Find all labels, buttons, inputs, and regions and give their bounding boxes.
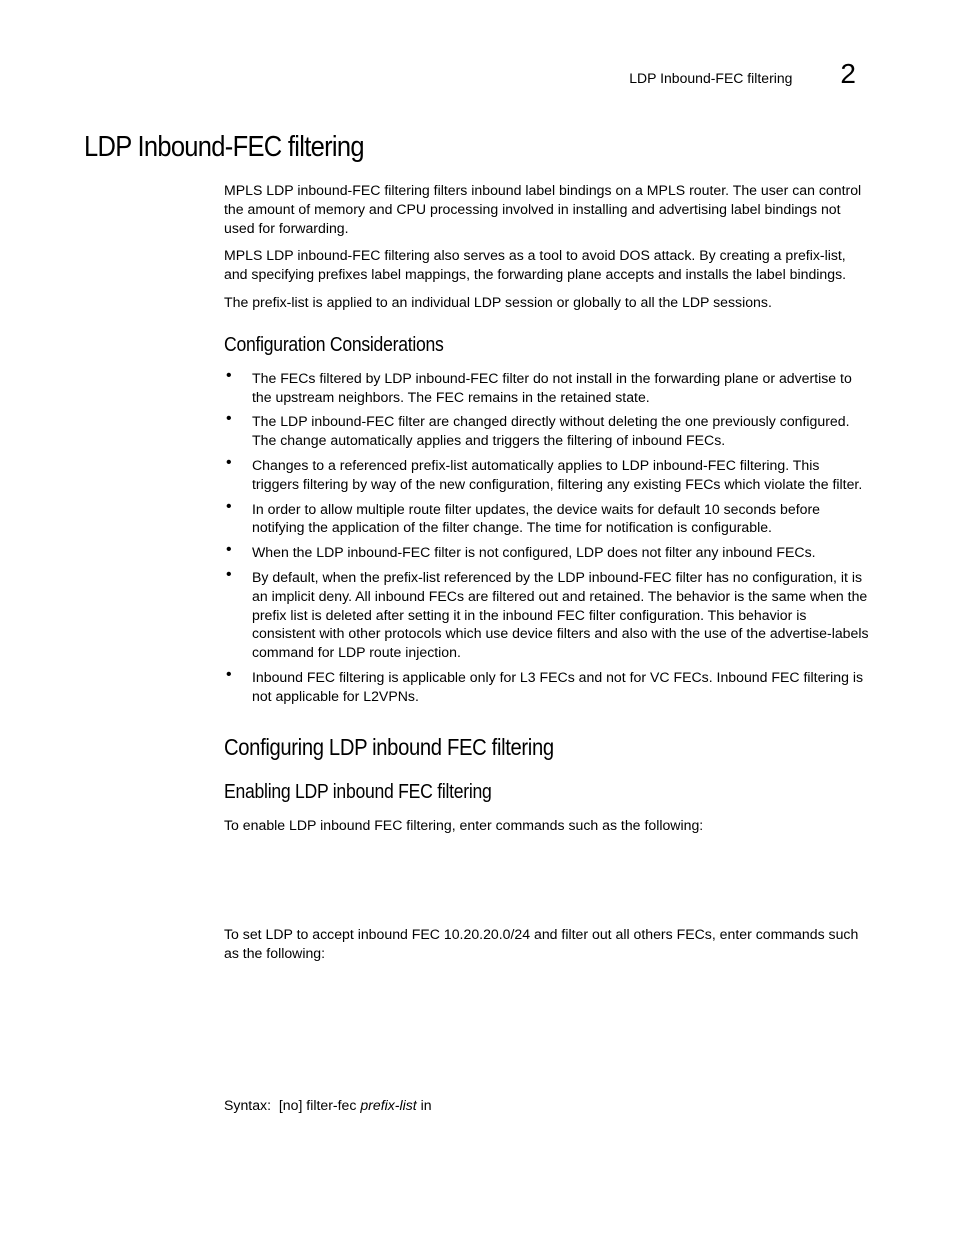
intro-paragraph-3: The prefix-list is applied to an individual LDP session or globally to all the LDP sessions.	[224, 293, 772, 310]
bullet-icon: •	[226, 541, 232, 559]
running-header-title: LDP Inbound-FEC filtering	[629, 70, 793, 86]
list-item: • When the LDP inbound-FEC filter is not configured, LDP does not filter any inbound FECs.	[226, 541, 816, 561]
bullet-icon: •	[226, 366, 232, 384]
chapter-number: 2	[840, 58, 856, 89]
running-header	[629, 58, 856, 90]
command-example-spacer	[224, 843, 870, 925]
bullet-icon: •	[226, 410, 232, 428]
configuring-heading: Configuring LDP inbound FEC filtering	[224, 733, 554, 760]
list-item: • The FECs filtered by LDP inbound-FEC filter do not install in the forwarding plane or advertise to the upstream neighbors. The FEC remains in the retained state.	[226, 366, 852, 405]
intro-paragraph-2: MPLS LDP inbound-FEC filtering also serves as a tool to avoid DOS attack. By creating a prefix-list, and specifying prefixes label mappings, the forwarding plane accepts and installs the label bindings.	[224, 247, 847, 283]
syntax-command: [no] filter-fec	[278, 1097, 357, 1113]
bullet-icon: •	[226, 565, 232, 583]
considerations-heading: Configuration Considerations	[224, 333, 444, 356]
considerations-list	[224, 366, 870, 706]
intro-paragraph-1: MPLS LDP inbound-FEC filtering filters inbound label bindings on a MPLS router. The user can control the amount of memory and CPU processing involved in installing and advertising label bindings not used for forwarding.	[224, 182, 862, 236]
main-content	[224, 181, 870, 972]
bullet-icon: •	[226, 665, 232, 683]
bullet-icon: •	[226, 497, 232, 515]
bullet-icon: •	[226, 453, 232, 471]
syntax-suffix: in	[420, 1097, 432, 1113]
syntax-label: Syntax:	[224, 1097, 272, 1113]
list-item: • Inbound FEC filtering is applicable only for L3 FECs and not for VC FECs. Inbound FEC filtering is not applicable for L2VPNs.	[226, 665, 864, 704]
page-title: LDP Inbound-FEC filtering	[84, 131, 364, 163]
enable-instruction: To enable LDP inbound FEC filtering, enter commands such as the following:	[224, 816, 704, 833]
enabling-heading: Enabling LDP inbound FEC filtering	[224, 780, 492, 803]
syntax-argument: prefix-list	[360, 1097, 417, 1113]
accept-instruction: To set LDP to accept inbound FEC 10.20.20.0/24 and filter out all others FECs, enter commands such as the following:	[224, 926, 859, 962]
syntax-line	[224, 1097, 432, 1113]
list-item: • By default, when the prefix-list referenced by the LDP inbound-FEC filter has no configuration, it is an implicit deny. All inbound FECs are filtered out and retained. The behavior is the same when the prefix list is deleted after setting it in the inbound FEC filter configuration. This behavior is consistent with other protocols which use device filters and also with the use of the advertise-labels command for LDP route injection.	[226, 565, 869, 661]
list-item: • Changes to a referenced prefix-list automatically applies to LDP inbound-FEC filtering. This triggers filtering by way of the new configuration, filtering any existing FECs which violate the filter.	[226, 453, 863, 492]
list-item: • In order to allow multiple route filter updates, the device waits for default 10 seconds before notifying the application of the filter change. The time for notification is configurable.	[226, 497, 820, 536]
list-item: • The LDP inbound-FEC filter are changed directly without deleting the one previously configured. The change automatically applies and triggers the filtering of inbound FECs.	[226, 410, 850, 449]
